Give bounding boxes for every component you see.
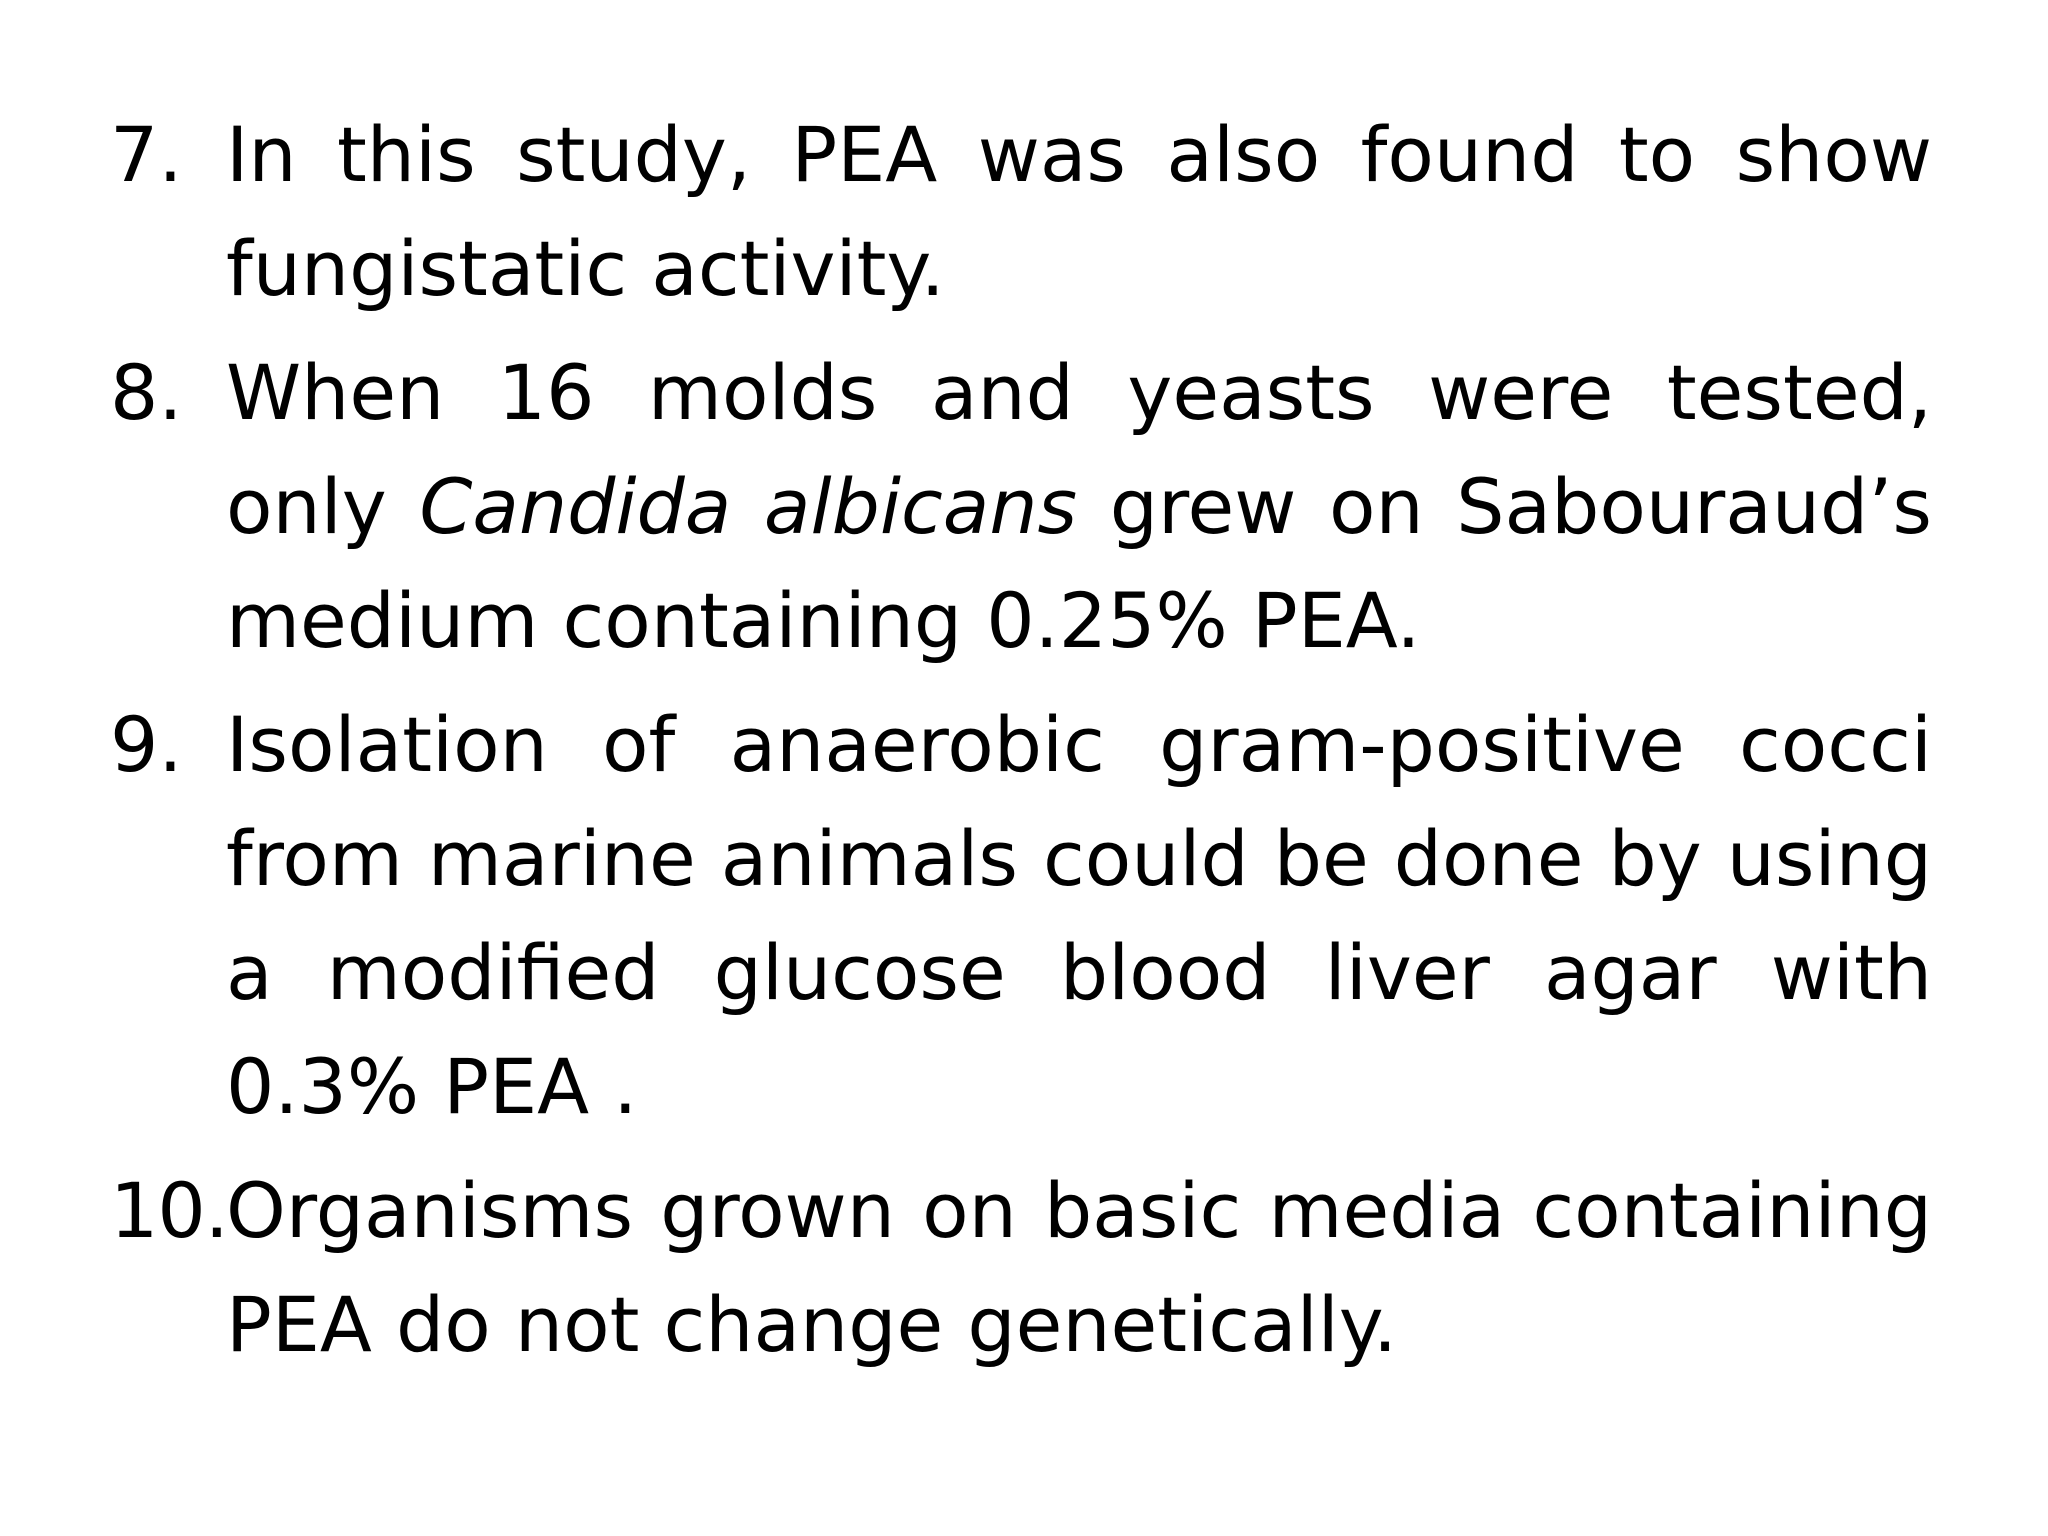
list-item-text: Isolation of anaerobic gram-positive cocci from marine animals could be done by using a modified glucose blood liver agar with 0.3% PEA . xyxy=(226,700,1932,1131)
numbered-list xyxy=(110,98,1932,1392)
list-item xyxy=(110,688,1932,1144)
list-item-number: 9. xyxy=(110,700,183,789)
list-item-text: Organisms grown on basic media containing PEA do not change genetically. xyxy=(226,1166,1932,1369)
list-item xyxy=(110,336,1932,678)
list-item xyxy=(110,1154,1932,1382)
list-item-number: 8. xyxy=(110,348,183,437)
list-item-text: When 16 molds and yeasts were tested, only Candida albicans grew on Sabouraud’s medium containing 0.25% PEA. xyxy=(226,348,1932,665)
list-item-number: 7. xyxy=(110,110,183,199)
list-item-text: In this study, PEA was also found to show fungistatic activity. xyxy=(226,110,1932,313)
list-item-number: 10. xyxy=(110,1166,228,1255)
species-name: Candida albicans xyxy=(419,462,1078,551)
list-item xyxy=(110,98,1932,326)
